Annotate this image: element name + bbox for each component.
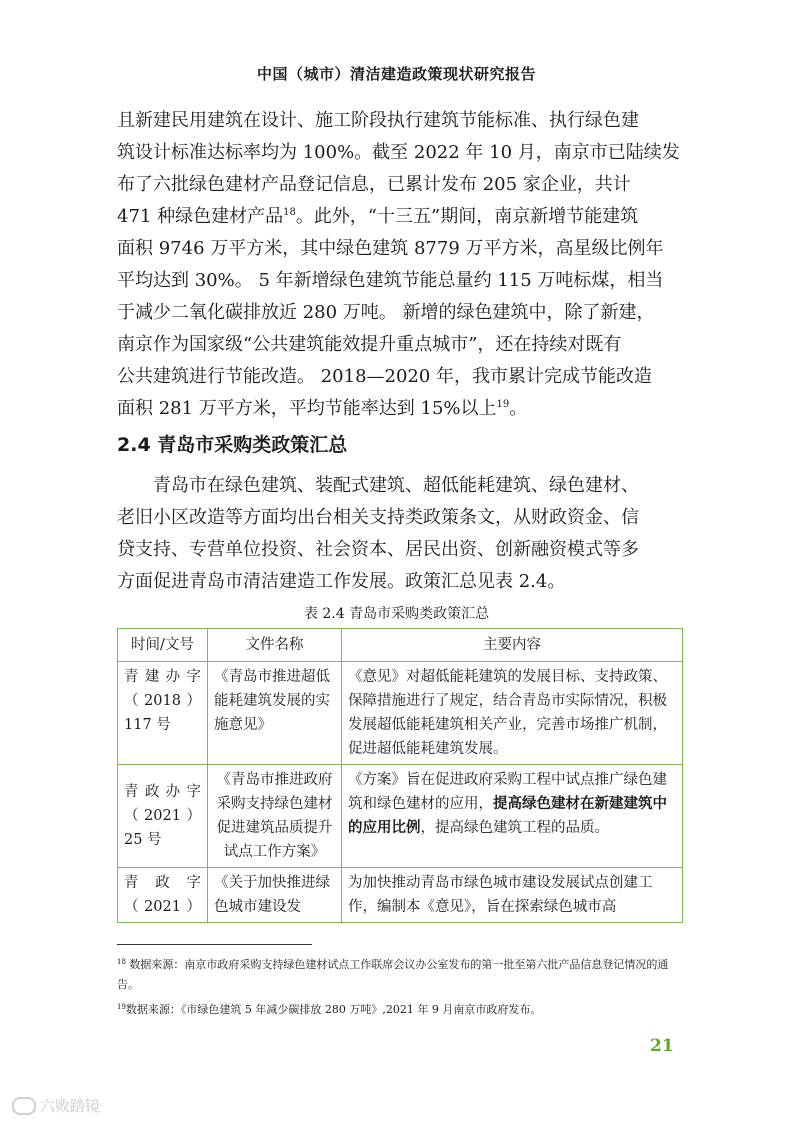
text-fragment: 471 种绿色建材产品 <box>117 206 284 227</box>
footnote-text: 数据来源：南京市政府采购支持绿色建材试点工作联席会议办公室发布的第一批至第六批产品信息登记情况的通告。 <box>117 958 669 991</box>
doc-number-line: （2018） <box>124 693 201 709</box>
watermark-logo-icon <box>12 1097 36 1115</box>
policy-table <box>117 628 683 923</box>
watermark <box>12 1095 100 1116</box>
text-line: 于减少二氧化碳排放近 280 万吨。 新增的绿色建筑中，除了新建， <box>117 302 655 323</box>
doc-title-cell: 《青岛市推进政府采购支持绿色建材促进建筑品质提升试点工作方案》 <box>208 765 342 868</box>
doc-content-cell: 为加快推动青岛市绿色城市建设发展试点创建工作，编制本《意见》，旨在探索绿色城市高 <box>342 868 683 923</box>
table-row <box>118 662 683 765</box>
content-text: 《方案》旨在促进政府采购工程中试点推广绿色建筑和绿色建材的应用， <box>348 772 667 812</box>
text-line: 布了六批绿色建材产品登记信息，已累计发布 205 家企业，共计 <box>117 174 631 195</box>
text-line: 青岛市在绿色建筑、装配式建筑、超低能耗建筑、绿色建材、 <box>153 475 639 496</box>
footnote-ref-18[interactable]: 18 <box>283 207 296 218</box>
doc-number-cell <box>118 765 208 868</box>
text-line: 且新建民用建筑在设计、施工阶段执行建筑节能标准、执行绿色建 <box>117 110 639 131</box>
text-fragment: 。 <box>509 398 528 419</box>
doc-number-line: 青政办字 <box>124 784 201 800</box>
table-row <box>118 765 683 868</box>
table-caption: 表 2.4 青岛市采购类政策汇总 <box>303 606 490 622</box>
doc-number-line: （2021） <box>124 899 201 915</box>
paragraph-nanjing <box>117 105 680 425</box>
paragraph-qingdao <box>117 470 680 598</box>
text-line <box>117 201 680 233</box>
footnote-ref-19[interactable]: 19 <box>496 399 510 410</box>
doc-number-line: （2021） <box>124 808 201 824</box>
footnote-number: 18 <box>117 958 126 966</box>
doc-number-line: 25 号 <box>124 832 162 848</box>
text-line: 南京作为国家级“公共建筑能效提升重点城市”，还在持续对既有 <box>117 334 622 355</box>
table-row <box>118 868 683 923</box>
footnote-number: 19 <box>117 1003 126 1011</box>
text-line: 方面促进青岛市清洁建造工作发展。政策汇总见表 2.4。 <box>117 571 566 592</box>
table-header-row <box>118 629 683 662</box>
doc-content-cell: 《意见》对超低能耗建筑的发展目标、支持政策、保障措施进行了规定，结合青岛市实际情况，积极发展超低能耗建筑相关产业，完善市场推广机制，促进超低能耗建筑发展。 <box>342 662 683 765</box>
page-number: 21 <box>650 1036 674 1056</box>
text-line: 面积 9746 万平方米，其中绿色建筑 8779 万平方米，高星级比例年 <box>117 238 664 259</box>
doc-title-cell: 《关于加快推进绿色城市建设发 <box>208 868 342 923</box>
doc-number-line: 青政字 <box>124 875 201 891</box>
doc-number-line: 117 号 <box>124 717 171 733</box>
text-fragment: 面积 281 万平方米，平均节能率达到 15%以上 <box>117 398 497 419</box>
text-fragment: 。此外，“十三五”期间，南京新增节能建筑 <box>295 206 639 227</box>
footnote-19 <box>117 1000 682 1020</box>
watermark-text: 六败踏镜 <box>40 1097 101 1115</box>
doc-content-cell <box>342 765 683 868</box>
doc-number-cell <box>118 662 208 765</box>
column-header: 主要内容 <box>342 629 683 662</box>
footnote-text: 数据来源：《市绿色建筑 5 年减少碳排放 280 万吨》,2021 年 9 月南京市政府发布。 <box>125 1003 542 1016</box>
text-line: 老旧小区改造等方面均出台相关支持类政策条文，从财政资金、信 <box>117 507 639 528</box>
column-header: 时间/文号 <box>118 629 208 662</box>
text-line: 贷支持、专营单位投资、社会资本、居民出资、创新融资模式等多 <box>117 539 639 560</box>
text-line: 筑设计标准达标率均为 100%。截至 2022 年 10 月，南京市已陆续发 <box>117 142 680 163</box>
text-line: 平均达到 30%。 5 年新增绿色建筑节能总量约 115 万吨标煤，相当 <box>117 270 664 291</box>
doc-title-cell: 《青岛市推进超低能耗建筑发展的实施意见》 <box>208 662 342 765</box>
content-bold-text: 提高绿色建材在新建建筑中的应用比例 <box>348 795 667 836</box>
footnote-divider <box>117 944 312 945</box>
report-header: 中国（城市）清洁建造政策现状研究报告 <box>256 65 536 83</box>
doc-number-line: 青建办字 <box>124 669 201 685</box>
section-heading: 2.4 青岛市采购类政策汇总 <box>117 434 348 456</box>
content-text: ，提高绿色建筑工程的品质。 <box>420 820 609 836</box>
doc-number-cell <box>118 868 208 923</box>
footnote-18 <box>117 955 682 995</box>
text-line: 公共建筑进行节能改造。 2018—2020 年，我市累计完成节能改造 <box>117 366 653 387</box>
column-header: 文件名称 <box>208 629 342 662</box>
text-line <box>117 393 680 425</box>
